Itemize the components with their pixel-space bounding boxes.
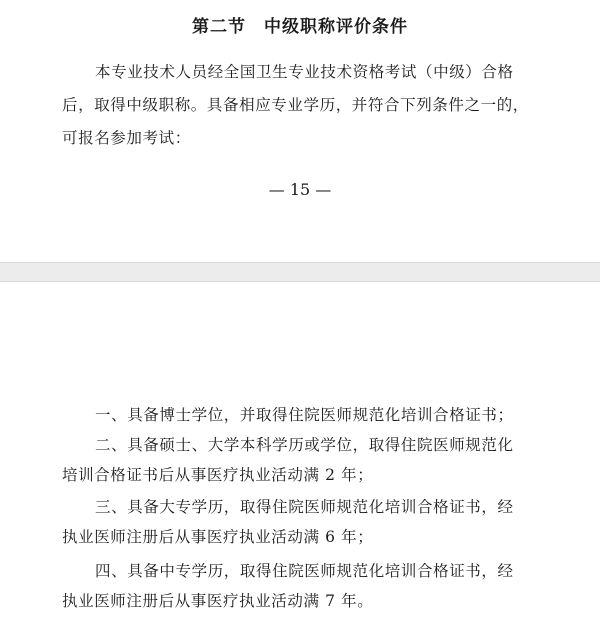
section-heading: 第二节 中级职称评价条件 (192, 17, 408, 37)
intro-paragraph-line-2: 后，取得中级职称。具备相应专业学历，并符合下列条件之一的， (62, 96, 529, 114)
intro-paragraph-line-1: 本专业技术人员经全国卫生专业技术资格考试（中级）合格 (95, 63, 514, 81)
intro-paragraph-line-3: 可报名参加考试： (62, 129, 191, 147)
condition-2-line-2: 培训合格证书后从事医疗执业活动满 2 年； (62, 466, 374, 484)
document-page-top (0, 0, 600, 262)
condition-1-line-1: 一、具备博士学位，并取得住院医师规范化培训合格证书； (95, 406, 514, 424)
page-number: — 15 — (268, 180, 332, 199)
condition-2-line-1: 二、具备硕士、大学本科学历或学位，取得住院医师规范化 (95, 436, 514, 454)
page-separator (0, 262, 600, 282)
condition-4-line-2: 执业医师注册后从事医疗执业活动满 7 年。 (62, 592, 374, 610)
condition-4-line-1: 四、具备中专学历，取得住院医师规范化培训合格证书，经 (95, 562, 514, 580)
condition-3-line-1: 三、具备大专学历，取得住院医师规范化培训合格证书，经 (95, 498, 514, 516)
condition-3-line-2: 执业医师注册后从事医疗执业活动满 6 年； (62, 528, 374, 546)
